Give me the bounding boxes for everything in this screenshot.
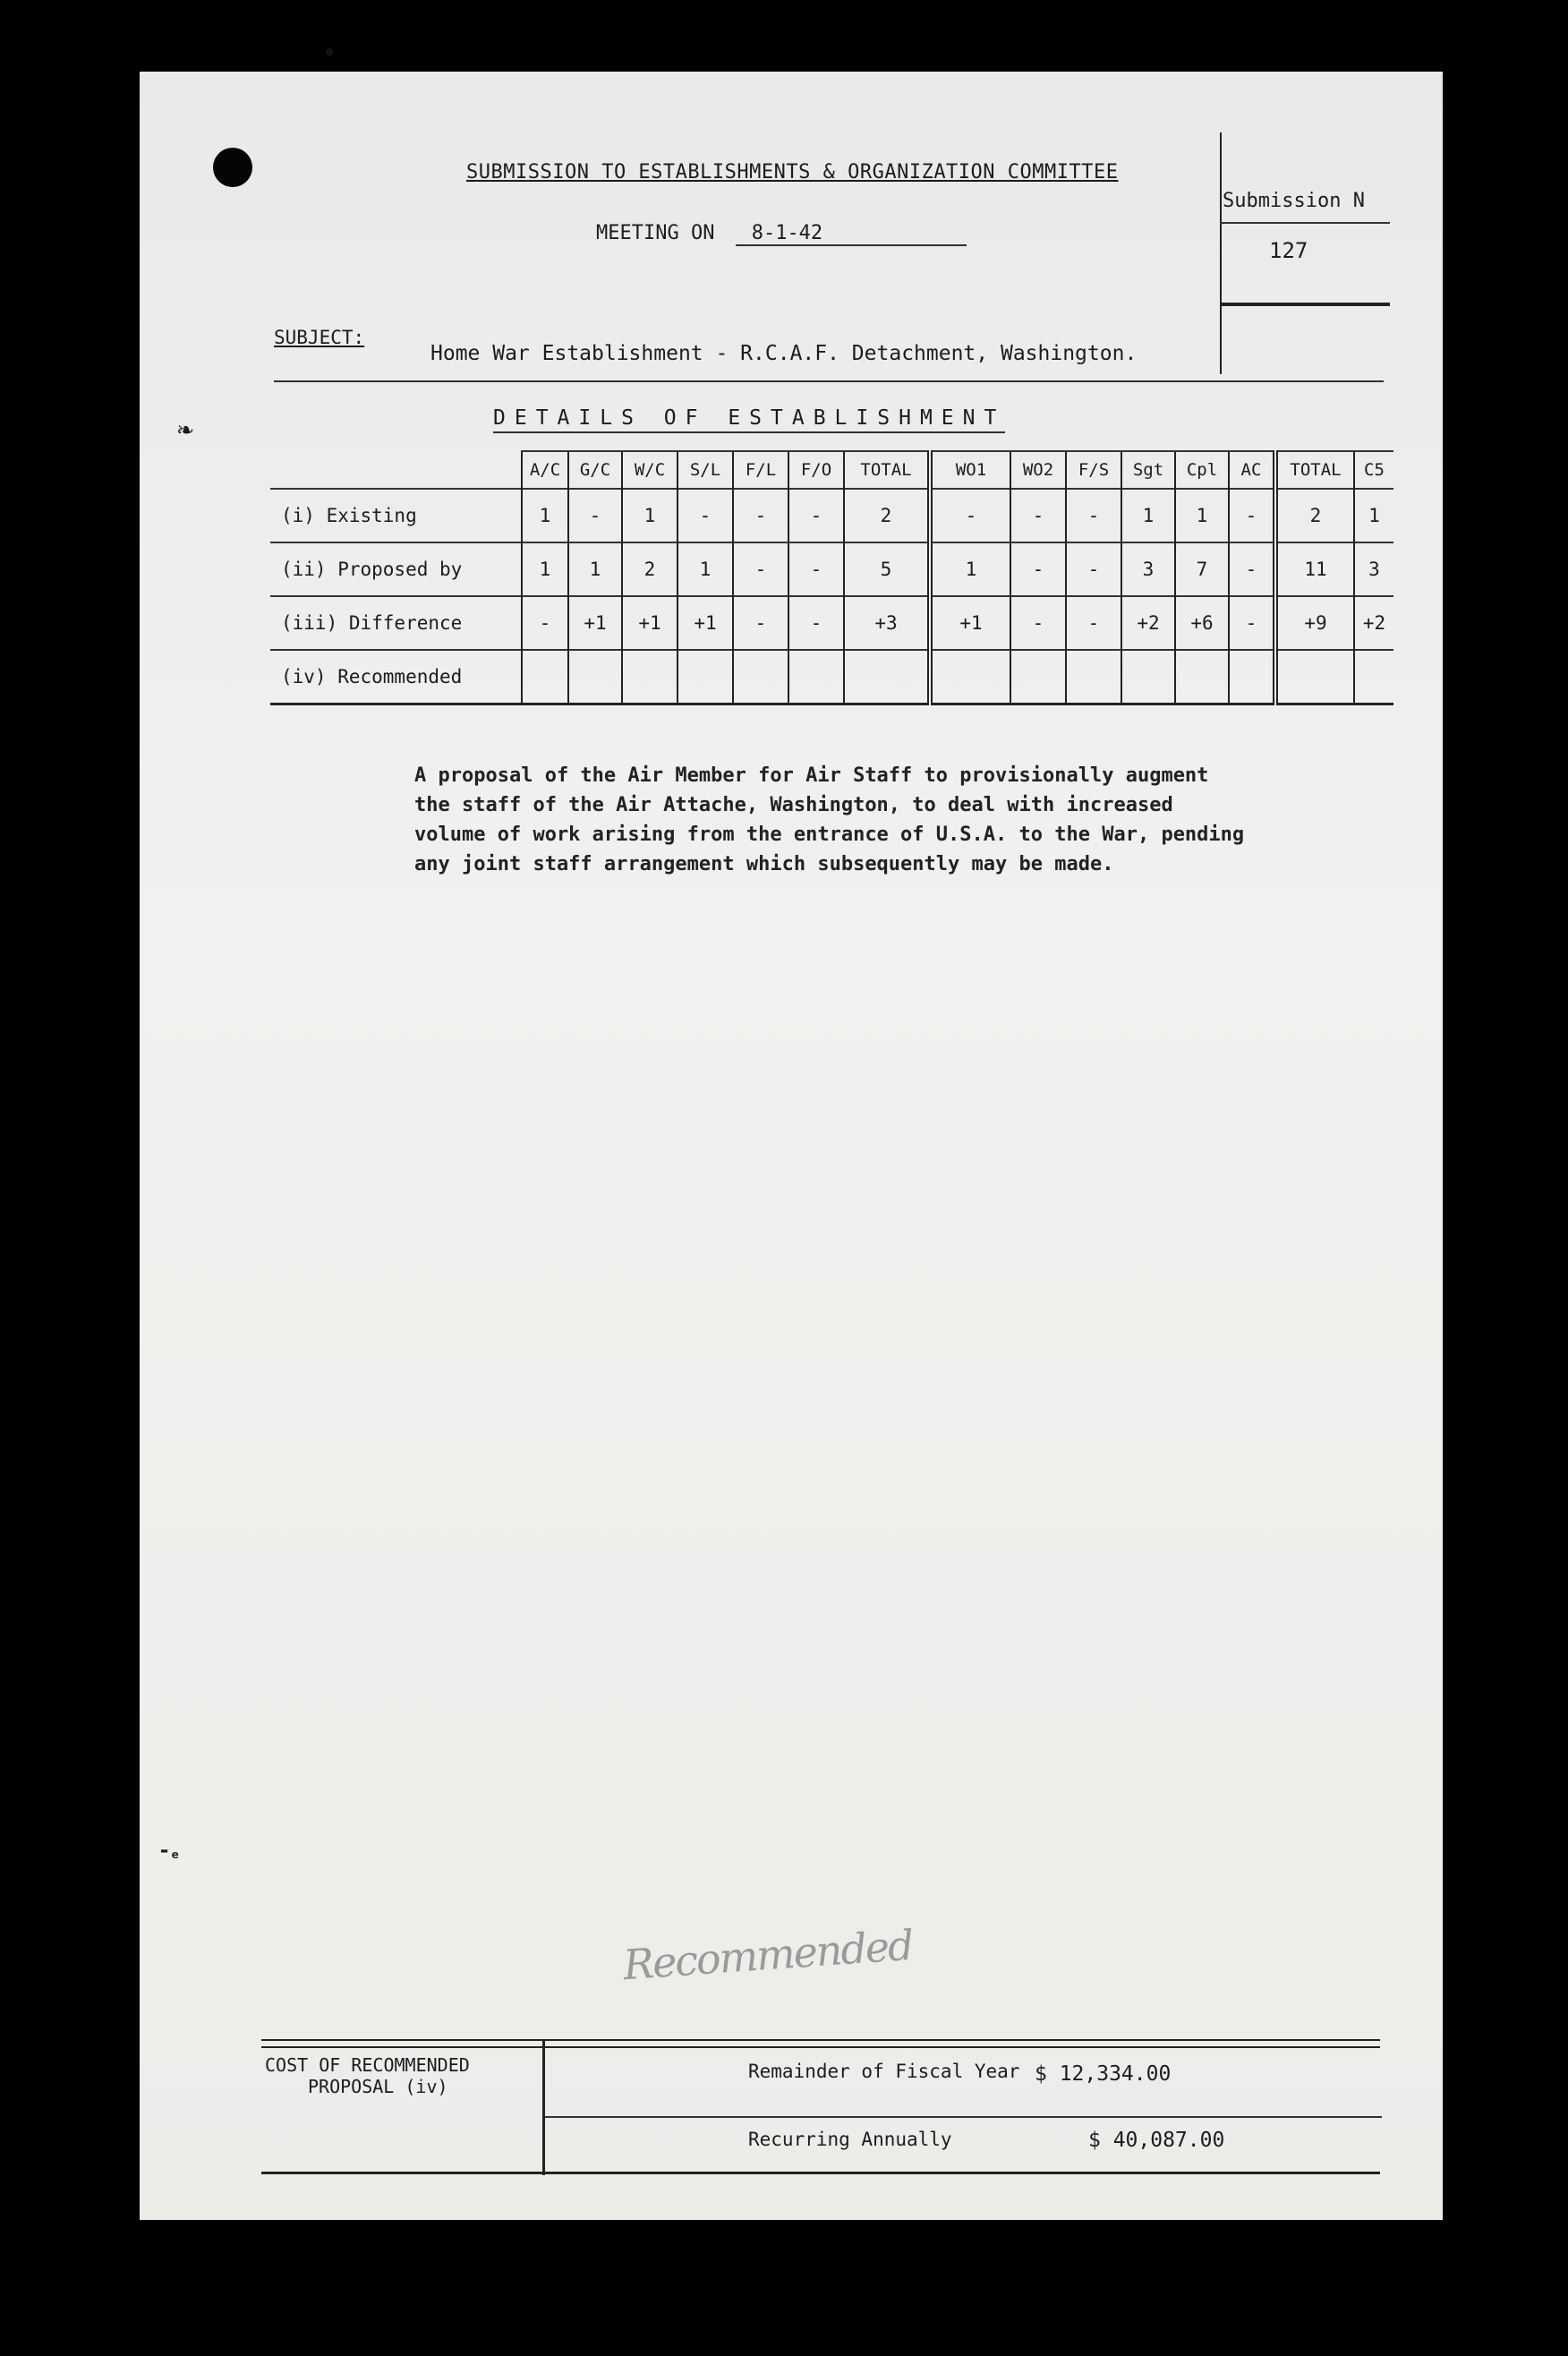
table-cell: - [1010,542,1066,596]
table-cell: +2 [1121,596,1175,650]
table-cell [733,650,788,704]
establishment-table [270,450,1393,705]
table-cell: +1 [677,596,733,650]
table-cell: - [788,489,844,542]
remainder-label: Remainder of Fiscal Year [748,2061,1020,2082]
table-cell: - [1066,596,1121,650]
table-cell: - [788,542,844,596]
meeting-date: 8-1-42 [736,222,967,246]
table-cell: - [1229,489,1275,542]
cost-bottom-rule [261,2172,1380,2174]
table-cell: 7 [1175,542,1229,596]
table-cell: - [677,489,733,542]
column-header: AC [1229,451,1275,489]
subject-label: SUBJECT: [274,327,365,348]
table-cell: - [733,596,788,650]
header-spacer [270,451,522,489]
submission-box-bottom [1220,303,1390,306]
table-row [270,596,1393,650]
table-cell: - [1229,542,1275,596]
margin-mark: ⁃ₑ [159,1841,182,1864]
table-cell [522,650,568,704]
table-cell: 1 [622,489,677,542]
table-cell [1354,650,1393,704]
document-page [140,72,1443,2220]
details-title: DETAILS OF ESTABLISHMENT [493,406,1005,433]
table-cell: 1 [677,542,733,596]
column-header: F/S [1066,451,1121,489]
table-cell [1010,650,1066,704]
table-cell: 2 [1275,489,1354,542]
column-header: C5 [1354,451,1393,489]
table-row [270,650,1393,704]
row-label: (iii) Difference [270,596,522,650]
table-cell: - [733,489,788,542]
column-header: TOTAL [1275,451,1354,489]
table-cell [568,650,622,704]
table-cell: 1 [568,542,622,596]
committee-title: SUBMISSION TO ESTABLISHMENTS & ORGANIZATION COMMITTEE [466,161,1119,184]
table-cell: 2 [622,542,677,596]
proposal-line: any joint staff arrangement which subsequently may be made. [414,853,1114,875]
table-cell: +2 [1354,596,1393,650]
table-cell: +3 [844,596,930,650]
table-cell: - [522,596,568,650]
meeting-line [596,222,967,246]
proposal-text [414,761,1381,879]
recurring-label: Recurring Annually [748,2129,952,2150]
table-cell: - [1066,542,1121,596]
table-cell: +1 [930,596,1010,650]
table-cell: - [1010,596,1066,650]
cost-middle-rule [545,2116,1382,2118]
row-label: (iv) Recommended [270,650,522,704]
column-header: WO2 [1010,451,1066,489]
cost-divider [542,2039,545,2175]
table-cell: - [1066,489,1121,542]
table-cell: 1 [522,542,568,596]
column-header: WO1 [930,451,1010,489]
table-cell [788,650,844,704]
proposal-line: A proposal of the Air Member for Air Staff to provisionally augment [414,764,1209,787]
table-cell: - [733,542,788,596]
table-cell: - [1010,489,1066,542]
table-cell [1275,650,1354,704]
table-cell: 1 [1121,489,1175,542]
proposal-line: the staff of the Air Attache, Washington, to deal with increased [414,794,1173,816]
ink-mark [326,48,333,55]
subject-rule [274,380,1384,382]
submission-label: Submission N [1223,190,1365,212]
table-row [270,489,1393,542]
table-cell: - [568,489,622,542]
column-header: W/C [622,451,677,489]
table-cell: +1 [622,596,677,650]
punch-hole [213,148,252,187]
table-cell: 1 [1175,489,1229,542]
column-header: F/L [733,451,788,489]
recurring-value: $ 40,087.00 [1088,2129,1225,2152]
column-header: F/O [788,451,844,489]
submission-number: 127 [1269,238,1308,263]
table-cell [930,650,1010,704]
table-cell [677,650,733,704]
row-label: (ii) Proposed by [270,542,522,596]
handwritten-note: Recommended [621,1920,915,1990]
table-cell [1121,650,1175,704]
column-header: A/C [522,451,568,489]
column-header: TOTAL [844,451,930,489]
cost-top-rule [261,2039,1380,2048]
table-cell: 5 [844,542,930,596]
table-cell: 2 [844,489,930,542]
table-cell [1229,650,1275,704]
remainder-value: $ 12,334.00 [1035,2062,1172,2086]
table-cell [1066,650,1121,704]
submission-box-divider [1220,132,1222,374]
table-cell: +6 [1175,596,1229,650]
table-cell: 1 [522,489,568,542]
subject-text: Home War Establishment - R.C.A.F. Detachment, Washington. [430,342,1138,365]
column-header: S/L [677,451,733,489]
column-header: G/C [568,451,622,489]
table-cell: +9 [1275,596,1354,650]
cost-label-line1: COST OF RECOMMENDED [265,2054,470,2076]
submission-box-rule [1220,222,1390,224]
table-cell: +1 [568,596,622,650]
table-cell: - [788,596,844,650]
table-cell [844,650,930,704]
table-cell [1175,650,1229,704]
proposal-line: volume of work arising from the entrance of U.S.A. to the War, pending [414,824,1245,846]
margin-mark: ❧ [177,414,194,445]
cost-label [265,2054,470,2097]
table-cell: - [1229,596,1275,650]
table-cell: 1 [930,542,1010,596]
column-header: Sgt [1121,451,1175,489]
table-cell: 3 [1354,542,1393,596]
meeting-label: MEETING ON [596,222,715,244]
table-cell: - [930,489,1010,542]
cost-label-line2: PROPOSAL (iv) [308,2076,448,2097]
table-cell: 1 [1354,489,1393,542]
table-row [270,542,1393,596]
table-cell [622,650,677,704]
table-cell: 11 [1275,542,1354,596]
table-cell: 3 [1121,542,1175,596]
row-label: (i) Existing [270,489,522,542]
table-header-row [270,451,1393,489]
column-header: Cpl [1175,451,1229,489]
